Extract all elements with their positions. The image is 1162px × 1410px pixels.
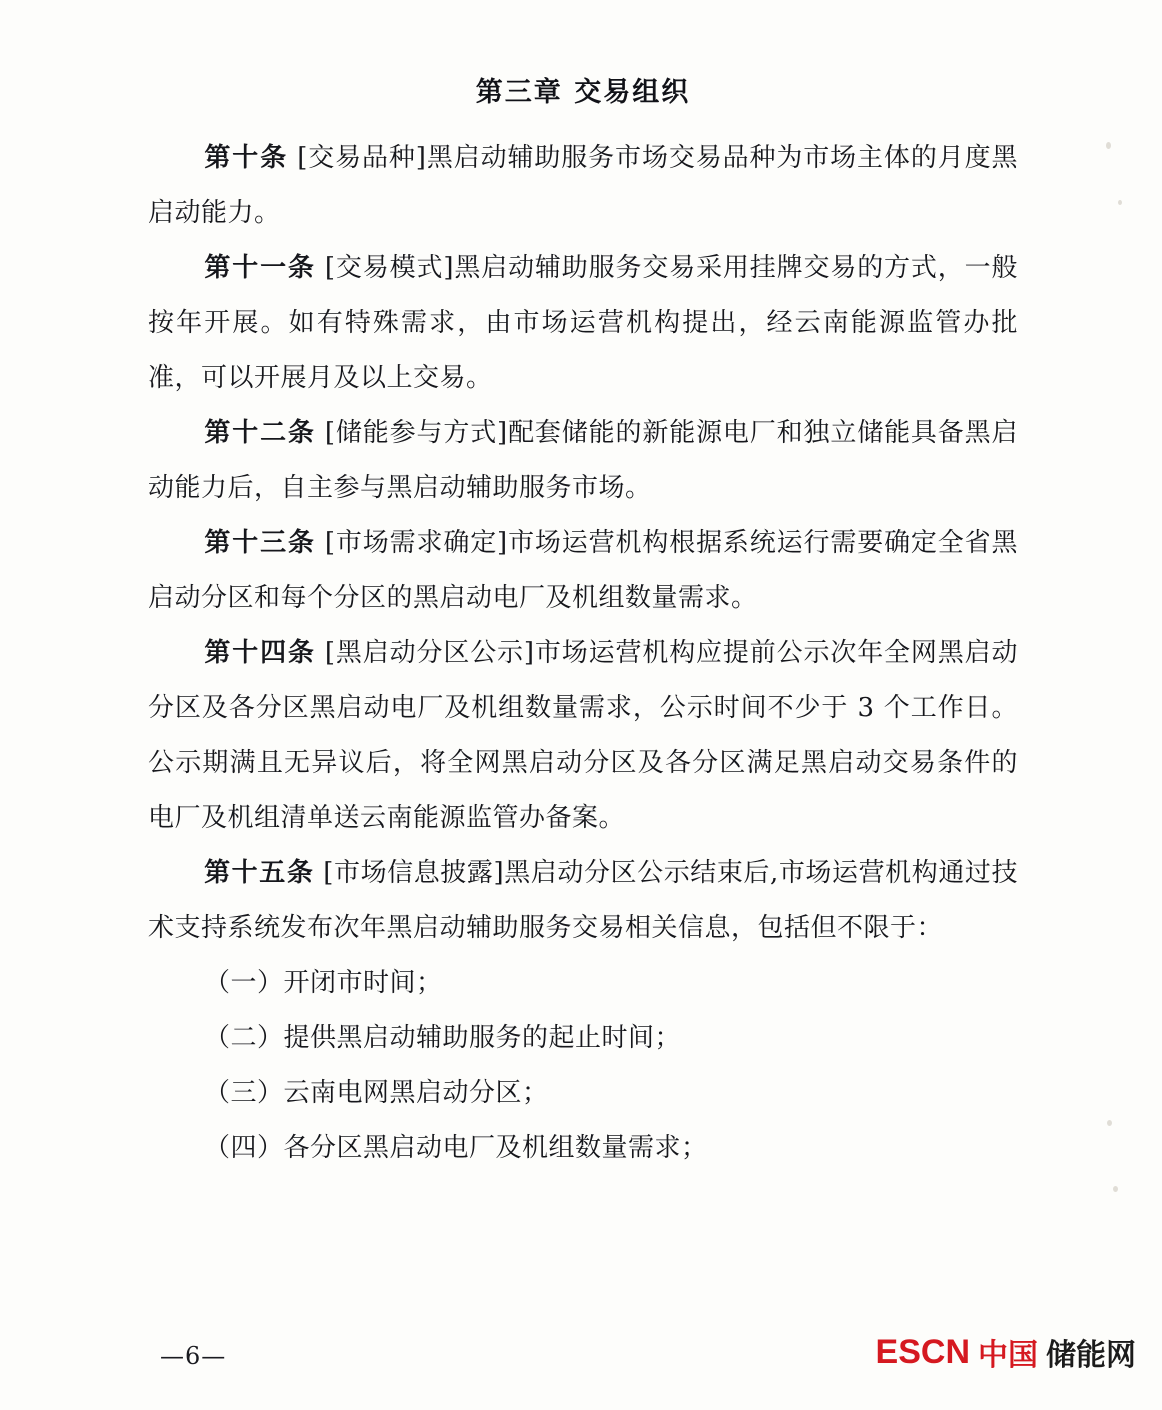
- watermark-brand-cn-dark: 储能网: [1046, 1339, 1136, 1372]
- article-tag: [市场需求确定]: [324, 528, 508, 558]
- article-text: 市场运营机构应提前公示次年全网黑启动分区及各分区黑启动电厂及机组数量需求，公示时间不少于 3 个工作日。公示期满且无异议后，将全网黑启动分区及各分区满足黑启动交易条件的电厂及机组清单送云南能源监管办备案。: [148, 638, 1018, 833]
- article-text: 黑启动辅助服务交易采用挂牌交易的方式，一般按年开展。如有特殊需求，由市场运营机构提出，经云南能源监管办批准，可以开展月及以上交易。: [148, 253, 1018, 393]
- article-number: 第十一条: [204, 253, 316, 283]
- article-tag: [交易品种]: [297, 143, 427, 173]
- article-text: 市场运营机构根据系统运行需要确定全省黑启动分区和每个分区的黑启动电厂及机组数量需求。: [148, 528, 1018, 613]
- scan-speckle: [1118, 200, 1122, 205]
- article-text: 黑启动分区公示结束后,市场运营机构通过技术支持系统发布次年黑启动辅助服务交易相关信息，包括但不限于：: [148, 858, 1019, 943]
- article-number: 第十五条: [204, 858, 315, 888]
- watermark: [876, 1330, 1136, 1374]
- watermark-brand-en: ESCN: [875, 1332, 970, 1371]
- scan-speckle: [1107, 1120, 1112, 1126]
- document-body: [148, 70, 1018, 1176]
- article-paragraph: [148, 626, 1018, 846]
- list-item: （三）云南电网黑启动分区；: [204, 1078, 549, 1108]
- article-number: 第十二条: [204, 418, 316, 448]
- article-paragraph: [148, 846, 1018, 956]
- chapter-title: 第三章 交易组织: [475, 77, 691, 108]
- page-footer: [0, 1316, 1162, 1376]
- article-number: 第十三条: [204, 528, 316, 558]
- article-tag: [储能参与方式]: [324, 418, 508, 448]
- list-item: （四）各分区黑启动电厂及机组数量需求；: [204, 1133, 708, 1163]
- article-tag: [交易模式]: [324, 253, 454, 283]
- scan-speckle: [1113, 1186, 1118, 1192]
- list-item: （一）开闭市时间；: [204, 968, 443, 998]
- article-paragraph: [148, 406, 1018, 516]
- scan-speckle: [1106, 142, 1111, 149]
- article-text: 配套储能的新能源电厂和独立储能具备黑启动能力后，自主参与黑启动辅助服务市场。: [148, 418, 1018, 503]
- article-tag: [黑启动分区公示]: [324, 638, 535, 668]
- article-tag: [市场信息披露]: [323, 858, 505, 888]
- article-number: 第十四条: [204, 638, 316, 668]
- article-text: 黑启动辅助服务市场交易品种为市场主体的月度黑启动能力。: [148, 143, 1018, 228]
- article-number: 第十条: [204, 143, 289, 173]
- article-paragraph: [148, 516, 1018, 626]
- article-paragraph: [148, 241, 1018, 406]
- watermark-brand-cn-red: 中国: [978, 1339, 1038, 1372]
- list-item: （二）提供黑启动辅助服务的起止时间；: [204, 1023, 682, 1053]
- article-paragraph: [148, 131, 1018, 241]
- page-number: —6—: [160, 1342, 227, 1370]
